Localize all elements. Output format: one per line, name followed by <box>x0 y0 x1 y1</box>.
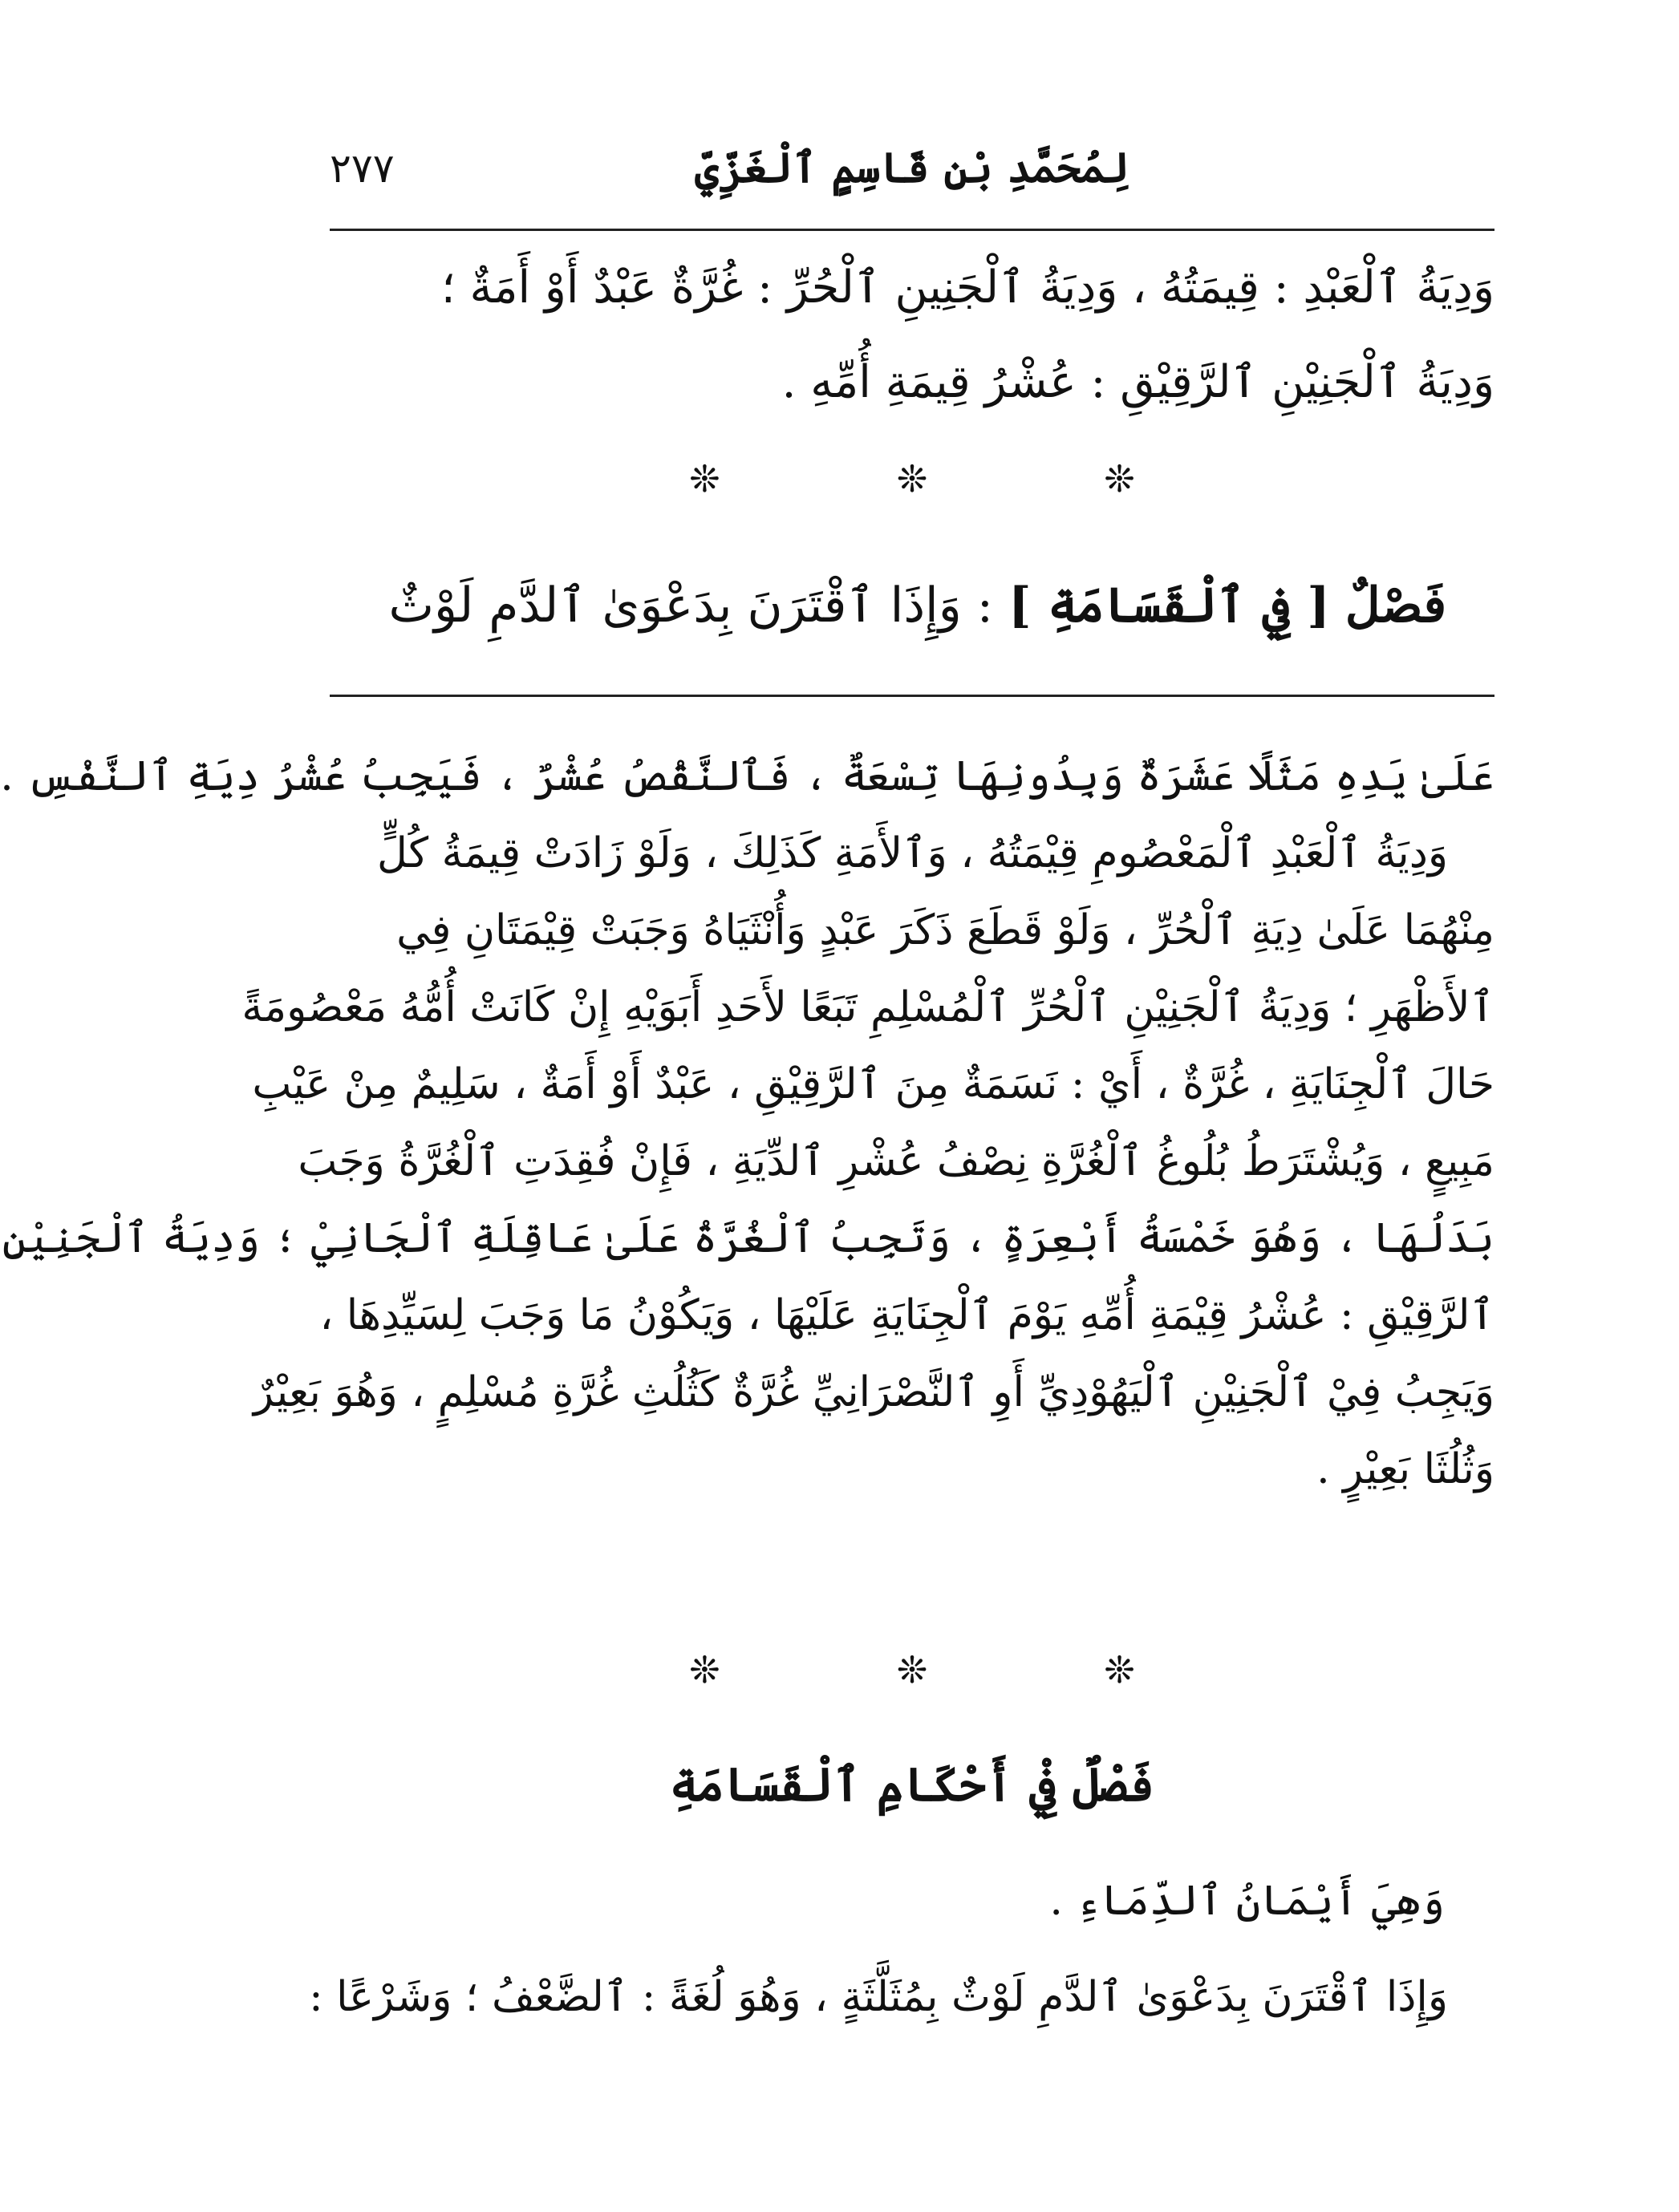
separator-star: ❊ <box>896 1648 928 1691</box>
separator-star: ❊ <box>689 457 720 500</box>
commentary-line: ٱلأَظْهَرِ ؛ وَدِيَةُ ٱلْجَنِيْنِ ٱلْحُرِّ ٱلْمُسْلِمِ تَبَعًا لأَحَدِ أَبَوَيْهِ إِنْ كَانَتْ أُمُّهُ مَعْصُومَةً <box>241 983 1494 1031</box>
body-line: وَهِيَ أَيْمَانُ ٱلدِّمَاءِ . <box>1049 1877 1445 1925</box>
body-line: وَإِذَا ٱقْتَرَنَ بِدَعْوَىٰ ٱلدَّمِ لَوْثٌ بِمُثَلَّثَةٍ ، وَهُوَ لُغَةً : ٱلضَّعْفُ ؛ وَشَرْعًا : <box>309 1973 1448 2021</box>
commentary-line: وَدِيَةُ ٱلْعَبْدِ ٱلْمَعْصُومِ قِيْمَتُهُ ، وَٱلأَمَةِ كَذَلِكَ ، وَلَوْ زَادَتْ قِيمَةُ كُلٍّ <box>377 829 1448 877</box>
matn-line: وَدِيَةُ ٱلْجَنِيْنِ ٱلرَّقِيْقِ : عُشْرُ قِيمَةِ أُمِّهِ . <box>781 356 1494 408</box>
section-separator <box>330 457 1494 500</box>
separator-star: ❊ <box>896 457 928 500</box>
running-title: لِمُحَمَّدِ بْنِ قَاسِمٍ ٱلْغَزِّيِّ <box>695 144 1129 192</box>
matn-sharh-divider <box>330 695 1494 697</box>
section-separator <box>330 1648 1494 1691</box>
matn-block <box>330 241 1494 430</box>
separator-star: ❊ <box>1104 457 1135 500</box>
commentary-line: حَالَ ٱلْجِنَايَةِ ، غُرَّةٌ ، أَيْ : نَسَمَةٌ مِنَ ٱلرَّقِيْقِ ، عَبْدٌ أَوْ أَمَةٌ ، سَلِيمٌ مِنْ عَيْبِ <box>252 1060 1494 1108</box>
page-number: ٢٧٧ <box>330 145 395 192</box>
commentary-line: وَثُلُثَا بَعِيْرٍ . <box>1316 1445 1494 1493</box>
commentary-line: وَيَجِبُ فِيْ ٱلْجَنِيْنِ ٱلْيَهُوْدِيِّ أَوِ ٱلنَّصْرَانِيِّ غُرَّةٌ كَثُلُثِ غُرَّةِ مُسْلِمٍ ، وَهُوَ بَعِيْرٌ <box>253 1368 1494 1416</box>
header-rule <box>330 229 1494 231</box>
section-heading-qasama <box>330 561 1446 650</box>
commentary-line: ٱلرَّقِيْقِ : عُشْرُ قِيْمَةِ أُمِّهِ يَوْمَ ٱلْجِنَايَةِ عَلَيْهَا ، وَيَكُوْنُ مَا وَجَبَ لِسَيِّدِهَا ، <box>319 1291 1494 1339</box>
fasl-label: فَصْلٌ <box>1344 577 1446 634</box>
section-heading-ahkam-qasama: فَصْلٌ فِيْ أَحْكَامِ ٱلْقَسَامَةِ <box>669 1757 1155 1812</box>
commentary-line: مَبِيعٍ ، وَيُشْتَرَطُ بُلُوغُ ٱلْغُرَّةِ نِصْفُ عُشْرِ ٱلدِّيَةِ ، فَإِنْ فُقِدَتِ ٱلْغُرَّةُ وَجَبَ <box>298 1137 1494 1185</box>
commentary-line: عَلَىٰ يَدِهِ مَثَلًا عَشَرَةٌ وَبِدُونِهَا تِسْعَةٌ ، فَٱلنَّقْصُ عُشْرٌ ، فَيَجِبُ عُشْرُ دِيَةِ ٱلنَّفْسِ . <box>0 752 1494 800</box>
fasl-matn: : وَإِذَا ٱقْتَرَنَ بِدَعْوَىٰ ٱلدَّمِ لَوْثٌ <box>388 577 993 634</box>
section-body <box>309 1853 1494 2045</box>
commentary-line: بَدَلُهَا ، وَهُوَ خَمْسَةُ أَبْعِرَةٍ ، وَتَجِبُ ٱلْغُرَّةُ عَلَىٰ عَاقِلَةِ ٱلْجَانِيْ ؛ وَدِيَةُ ٱلْجَنِيْنِ <box>2 1214 1494 1262</box>
separator-star: ❊ <box>1104 1648 1135 1691</box>
fasl-title: [ فِي ٱلْقَسَامَةِ ] <box>1008 577 1330 634</box>
commentary-block <box>0 738 1494 1508</box>
separator-star: ❊ <box>689 1648 720 1691</box>
matn-line: وَدِيَةُ ٱلْعَبْدِ : قِيمَتُهُ ، وَدِيَةُ ٱلْجَنِينِ ٱلْحُرِّ : غُرَّةٌ عَبْدٌ أَوْ أَمَةٌ ؛ <box>440 261 1494 314</box>
running-header <box>330 136 1494 201</box>
commentary-line: مِنْهُمَا عَلَىٰ دِيَةِ ٱلْحُرِّ ، وَلَوْ قَطَعَ ذَكَرَ عَبْدٍ وَأُنْثَيَاهُ وَجَبَتْ قِيْمَتَانِ فِي <box>396 906 1494 954</box>
